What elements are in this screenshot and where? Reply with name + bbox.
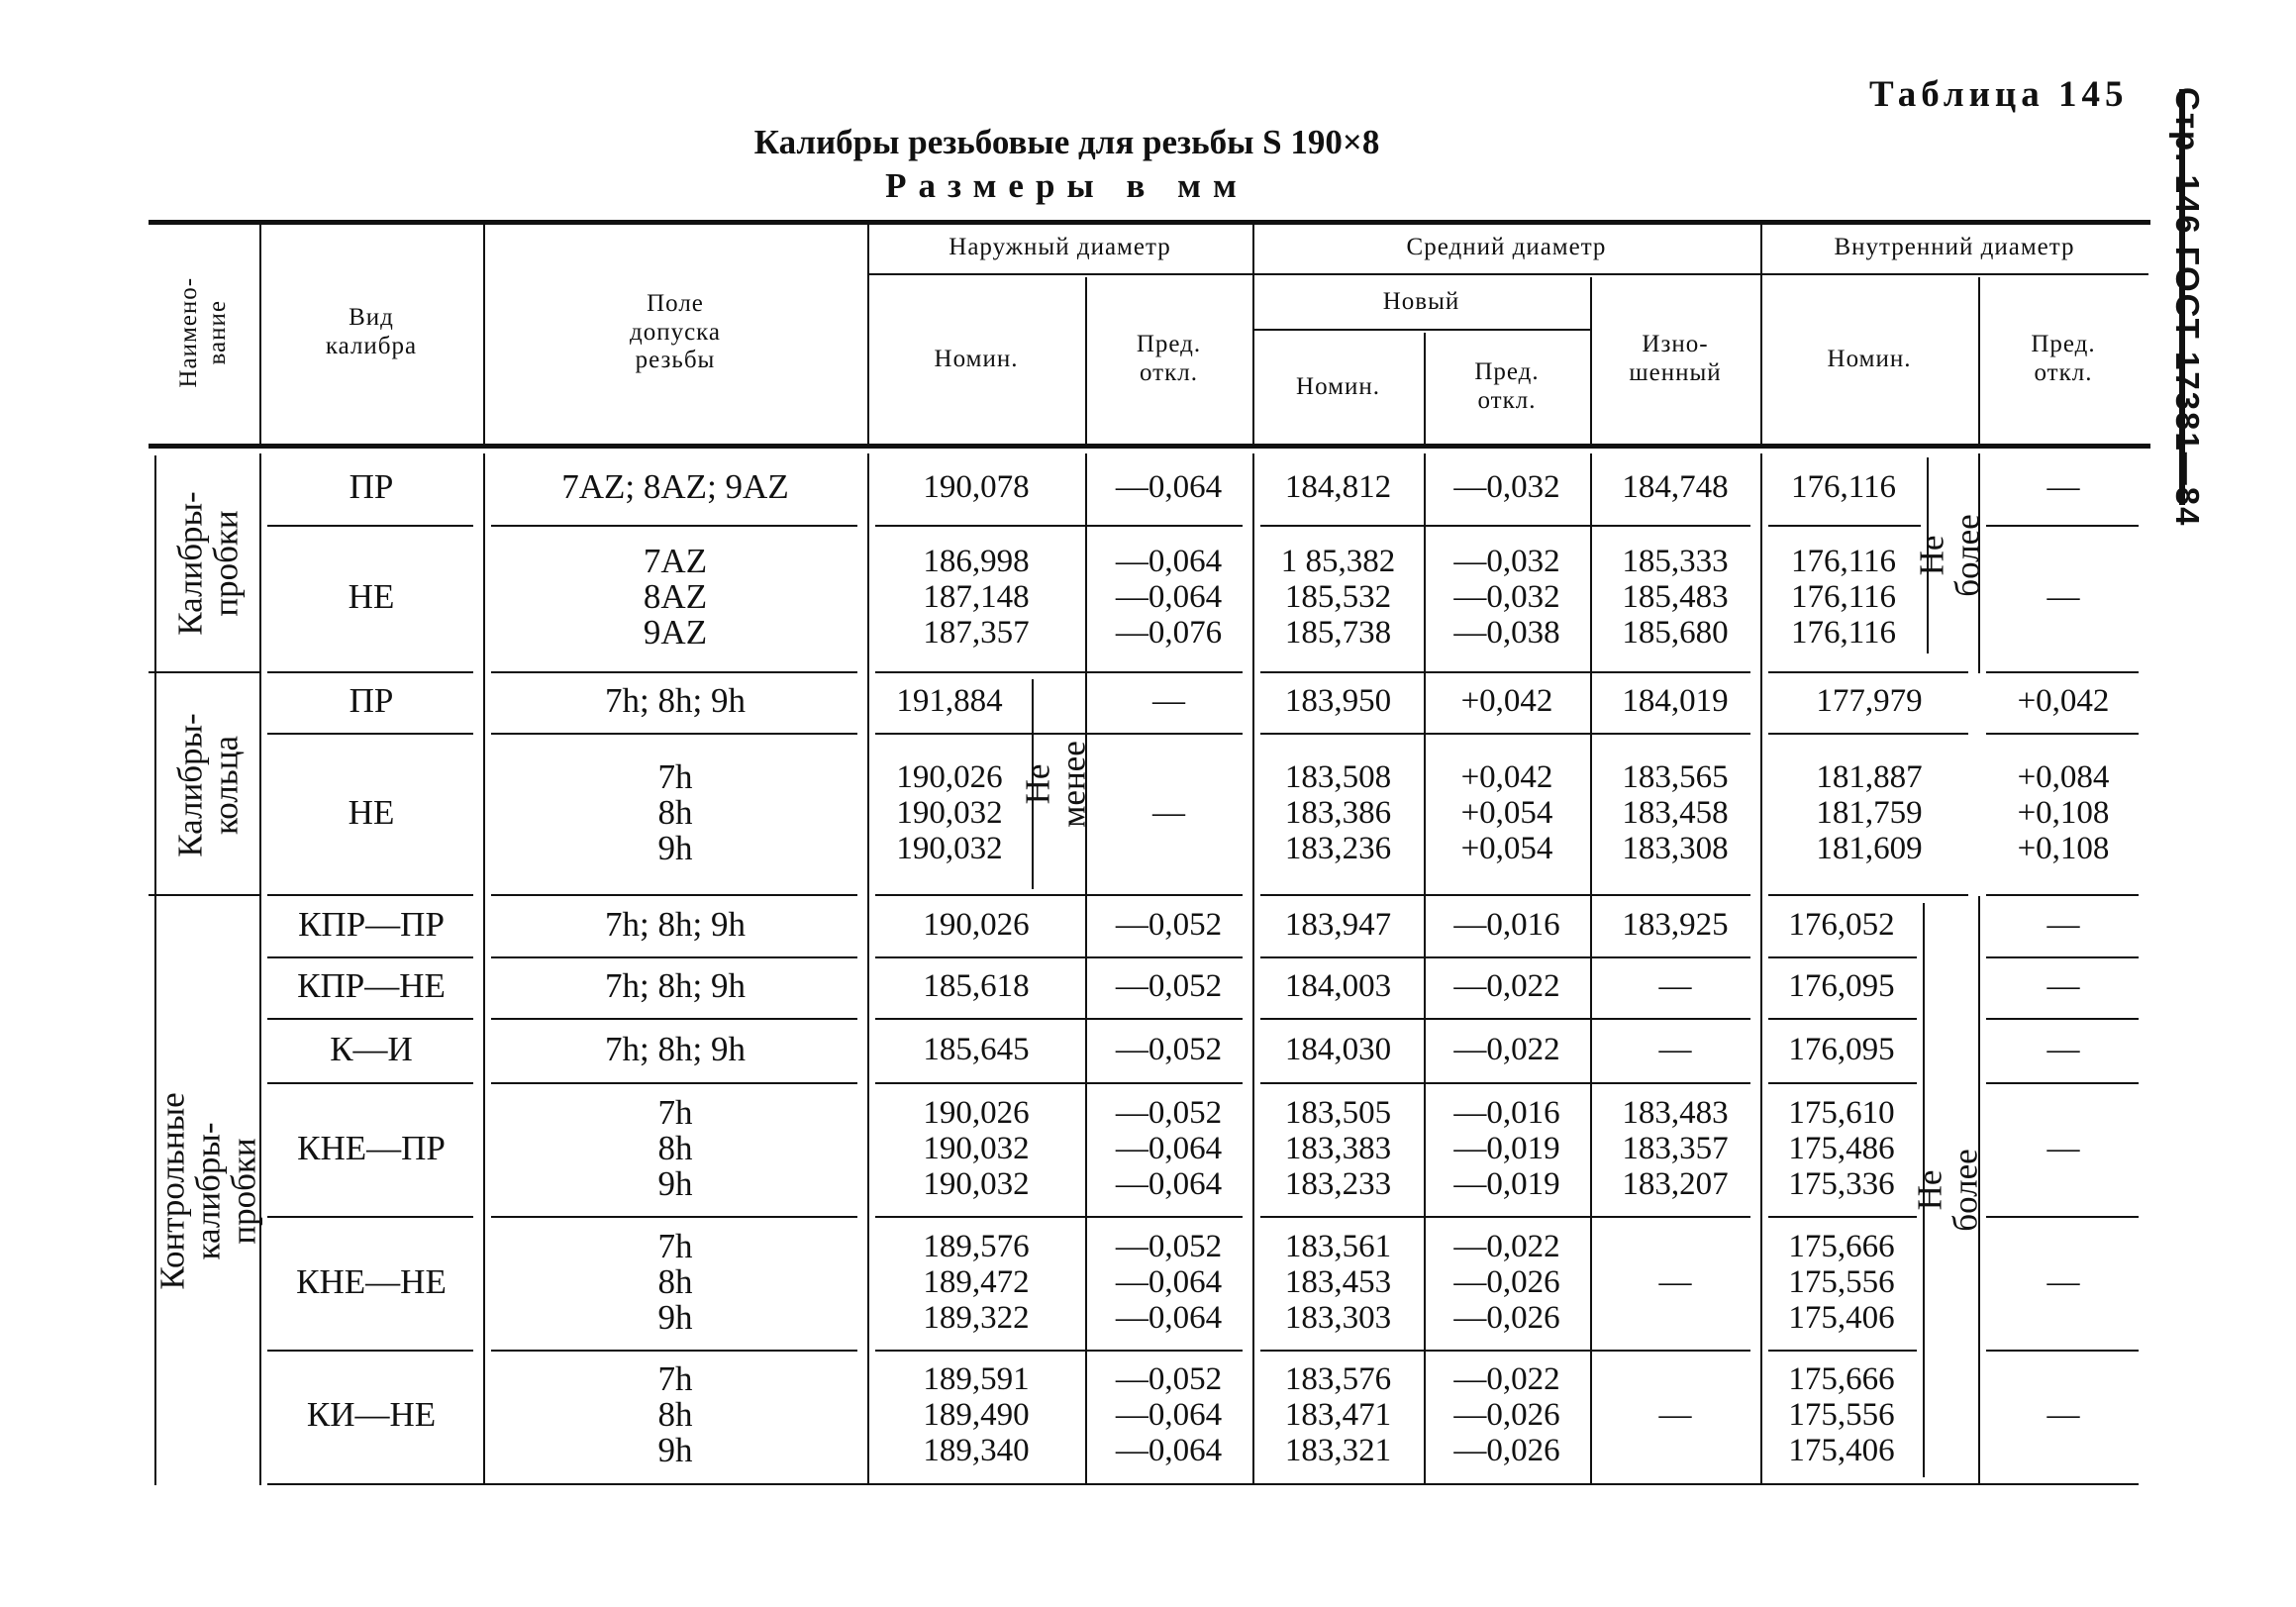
cell-mid-nom-text: 184,003 [1284,968,1392,1004]
note-not-more-control-text: Не более [1911,1149,1986,1232]
cell-type-text: НЕ [348,577,395,616]
cell-type-text: КНЕ—НЕ [296,1261,447,1301]
cell-outer-dev [1085,1352,1252,1477]
cell-field-text: 7h; 8h; 9h [605,904,746,944]
header-tolerance-field-text: Поле допуска резьбы [629,289,722,374]
cell-worn-text: 183,925 [1622,906,1729,943]
cell-outer-dev-text: —0,064 [1115,469,1223,505]
cell-worn-text: 183,565 183,458 183,308 [1622,758,1729,866]
cell-outer-nom-text: 189,576 189,472 189,322 [923,1228,1030,1336]
cell-mid-dev [1424,527,1590,667]
cell-type [259,1020,483,1078]
cell-worn-text: — [1658,1396,1692,1433]
cell-mid-dev-text: —0,032 —0,032 —0,038 [1453,544,1560,651]
cell-mid-dev-text: —0,016 [1453,906,1560,943]
group-plug-gauges [158,457,259,669]
cell-mid-nom-text: 183,950 [1284,683,1392,719]
cell-worn-text: 184,748 [1622,469,1729,505]
cell-worn [1590,1084,1760,1212]
note-not-less-ring [1019,679,1094,889]
cell-field-text: 7AZ 8AZ 9AZ [643,542,708,652]
group-plug-gauges-text: Калибры- пробки [171,491,246,636]
cell-inner-dev-text: — [2046,579,2080,615]
cell-type-text: КНЕ—ПР [297,1128,446,1167]
cell-mid-nom [1252,1352,1424,1477]
note-not-more-control [1911,903,1986,1477]
cell-mid-nom-text: 183,508 183,386 183,236 [1284,758,1392,866]
table-label: Таблица 145 [1869,74,2129,115]
cell-outer-dev [1085,673,1252,729]
header-gauge-type [259,224,483,442]
cell-type [259,1218,483,1346]
header-inner-deviation [1978,277,2148,442]
cell-worn-text: 185,333 185,483 185,680 [1622,544,1729,651]
cell-worn [1590,527,1760,667]
cell-outer-dev [1085,1218,1252,1346]
cell-field [483,527,867,667]
cell-type-text: КИ—НЕ [306,1394,437,1434]
header-outer-diameter-text: Наружный диаметр [948,233,1171,260]
header-pitch-diameter [1252,224,1760,271]
cell-worn [1590,735,1760,890]
cell-inner-dev-text: — [2046,1263,2080,1300]
header-name [149,224,259,442]
cell-type [259,896,483,953]
cell-outer-dev-text: —0,052 [1115,1031,1223,1067]
cell-outer-dev [1085,1020,1252,1078]
cell-mid-nom [1252,1218,1424,1346]
cell-outer-dev-text: —0,052 [1115,906,1223,943]
header-inner-diameter [1760,224,2148,271]
cell-mid-dev-text: —0,032 [1453,469,1560,505]
cell-inner-dev [1978,1084,2148,1212]
cell-outer-nom-text: 190,078 [923,469,1030,505]
header-mid-deviation-text: Пред. откл. [1474,358,1540,414]
cell-inner-nom [1760,958,1923,1014]
cell-worn-text: — [1658,1263,1692,1300]
header-outer-deviation-text: Пред. откл. [1136,331,1202,386]
cell-inner-dev-text: +0,084 +0,108 +0,108 [2017,758,2110,866]
header-mid-deviation [1424,333,1590,442]
cell-mid-dev-text: —0,016 —0,019 —0,019 [1453,1094,1560,1202]
cell-outer-dev-text: —0,064 —0,064 —0,076 [1115,544,1223,651]
cell-field-text: 7h; 8h; 9h [605,681,746,720]
cell-mid-nom [1252,673,1424,729]
cell-inner-dev-text: — [2046,968,2080,1004]
cell-inner-dev [1978,1020,2148,1078]
cell-inner-nom-text: 176,116 176,116 176,116 [1790,544,1897,651]
cell-mid-nom [1252,453,1424,521]
cell-outer-nom-text: 191,884 [896,683,1003,719]
cell-outer-dev-text: —0,052 —0,064 —0,064 [1115,1360,1223,1468]
header-outer-diameter [867,224,1252,271]
cell-mid-dev [1424,896,1590,953]
cell-worn-text: 184,019 [1622,683,1729,719]
header-tolerance-field [483,224,867,442]
cell-mid-dev [1424,958,1590,1014]
cell-mid-dev [1424,1352,1590,1477]
cell-inner-nom-text: 181,887 181,759 181,609 [1816,758,1923,866]
cell-type-text: НЕ [348,792,395,832]
cell-type [259,1352,483,1477]
cell-inner-dev [1978,453,2148,521]
cell-inner-nom-text: 175,610 175,486 175,336 [1788,1094,1895,1202]
cell-type-text: К—И [330,1029,413,1068]
cell-inner-nom [1760,896,1923,953]
cell-outer-nom-text: 186,998 187,148 187,357 [923,544,1030,651]
note-not-less-ring-text: Не менее [1019,741,1094,828]
cell-inner-dev-text: — [2046,1031,2080,1067]
cell-inner-nom-text: 176,095 [1788,1031,1895,1067]
cell-mid-dev-text: +0,042 +0,054 +0,054 [1460,758,1553,866]
cell-field-text: 7h 8h 9h [657,1226,693,1337]
cell-worn [1590,896,1760,953]
cell-outer-nom-text: 185,645 [923,1031,1030,1067]
cell-type-text: КПР—НЕ [297,966,446,1005]
header-inner-deviation-text: Пред. откл. [2031,331,2096,386]
cell-field [483,673,867,729]
cell-outer-dev-text: —0,052 [1115,968,1223,1004]
table-units: Размеры в мм [885,166,1248,205]
cell-field [483,1084,867,1212]
cell-inner-nom [1760,453,1927,521]
cell-inner-nom-text: 175,666 175,556 175,406 [1788,1228,1895,1336]
cell-inner-nom [1760,735,1978,890]
cell-worn [1590,1020,1760,1078]
cell-outer-dev [1085,735,1252,890]
header-inner-nominal [1760,277,1978,442]
cell-outer-nom [867,1218,1085,1346]
cell-inner-nom-text: 175,666 175,556 175,406 [1788,1360,1895,1468]
cell-outer-dev-text: —0,052 —0,064 —0,064 [1115,1094,1223,1202]
cell-mid-dev [1424,1218,1590,1346]
cell-inner-dev [1978,896,2148,953]
header-new [1252,277,1590,327]
cell-outer-nom-text: 189,591 189,490 189,340 [923,1360,1030,1468]
cell-outer-nom [867,453,1085,521]
group-line [154,455,156,1485]
cell-worn [1590,1218,1760,1346]
cell-outer-dev-text: — [1152,683,1185,719]
cell-worn [1590,1352,1760,1477]
cell-outer-dev [1085,527,1252,667]
cell-mid-dev [1424,673,1590,729]
side-reference: Стр. 146 ГОСТ 17381—84 [2169,87,2206,528]
cell-outer-nom-text: 190,026 [923,906,1030,943]
cell-inner-nom [1760,1218,1923,1346]
header-new-text: Новый [1382,287,1460,315]
cell-field [483,1218,867,1346]
cell-mid-nom [1252,527,1424,667]
cell-worn [1590,453,1760,521]
cell-outer-nom-text: 185,618 [923,968,1030,1004]
cell-field-text: 7h 8h 9h [657,756,693,867]
cell-inner-nom-text: 176,116 [1790,469,1897,505]
cell-inner-dev-text: +0,042 [2017,683,2110,719]
cell-type-text: ПР [349,681,394,720]
cell-inner-nom [1760,1084,1923,1212]
cell-outer-dev [1085,453,1252,521]
header-outer-deviation [1085,277,1252,442]
header-outer-nominal [867,277,1085,442]
cell-inner-dev [1978,735,2148,890]
cell-mid-nom-text: 183,576 183,471 183,321 [1284,1360,1392,1468]
cell-mid-nom [1252,1084,1424,1212]
cell-outer-nom [867,1352,1085,1477]
cell-inner-dev-text: — [2046,469,2080,505]
cell-mid-nom-text: 183,947 [1284,906,1392,943]
header-gauge-type-text: Вид калибра [325,304,418,359]
cell-field-text: 7h 8h 9h [657,1092,693,1203]
cell-type [259,1084,483,1212]
cell-field [483,735,867,890]
cell-inner-dev [1978,673,2148,729]
header-inner-diameter-text: Внутренний диаметр [1834,233,2075,260]
group-control-plug-gauges-text: Контрольные калибры-пробки [153,1092,263,1290]
header-worn-text: Изно- шенный [1629,331,1722,386]
header-inner-nominal-text: Номин. [1827,345,1912,372]
note-not-more-plug-text: Не более [1913,514,1988,597]
cell-mid-dev-text: +0,042 [1460,683,1553,719]
cell-worn-text: — [1658,968,1692,1004]
cell-inner-nom-text: 177,979 [1816,683,1923,719]
cell-outer-nom [867,958,1085,1014]
header-mid-nominal-text: Номин. [1296,372,1380,400]
header-mid-nominal [1252,333,1424,442]
cell-field [483,1020,867,1078]
cell-field [483,1352,867,1477]
cell-outer-nom [867,527,1085,667]
cell-mid-dev [1424,1020,1590,1078]
cell-inner-nom-text: 176,095 [1788,968,1895,1004]
cell-mid-nom-text: 1 85,382 185,532 185,738 [1280,544,1396,651]
cell-outer-dev-text: —0,052 —0,064 —0,064 [1115,1228,1223,1336]
cell-field [483,453,867,521]
note-not-more-plug [1913,457,1988,653]
table-bottom-edge [267,1483,2139,1485]
cell-inner-dev-text: — [2046,1130,2080,1166]
cell-field-text: 7h; 8h; 9h [605,966,746,1005]
cell-field-text: 7h; 8h; 9h [605,1029,746,1068]
cell-mid-dev-text: —0,022 [1453,968,1560,1004]
cell-mid-dev-text: —0,022 —0,026 —0,026 [1453,1228,1560,1336]
group-ring-gauges-text: Калибры- кольца [171,713,246,857]
cell-inner-dev-text: — [2046,1396,2080,1433]
cell-inner-dev [1978,1352,2148,1477]
cell-inner-dev [1978,1218,2148,1346]
header-group-rule [867,273,2148,275]
cell-outer-dev [1085,1084,1252,1212]
cell-mid-nom-text: 183,561 183,453 183,303 [1284,1228,1392,1336]
header-worn [1590,277,1760,442]
group-rule [149,894,259,896]
cell-type [259,453,483,521]
header-name-text: Наимено- вание [175,277,231,388]
cell-mid-dev-text: —0,022 —0,026 —0,026 [1453,1360,1560,1468]
cell-worn-text: 183,483 183,357 183,207 [1622,1094,1729,1202]
cell-mid-nom [1252,735,1424,890]
cell-inner-nom [1760,1020,1923,1078]
cell-outer-nom-text: 190,026 190,032 190,032 [923,1094,1030,1202]
cell-worn [1590,673,1760,729]
cell-mid-nom-text: 184,812 [1284,469,1392,505]
cell-inner-nom [1760,527,1927,667]
cell-type [259,673,483,729]
cell-field [483,896,867,953]
group-ring-gauges [158,679,259,891]
header-pitch-diameter-text: Средний диаметр [1406,233,1607,260]
table-title: Калибры резьбовые для резьбы S 190×8 [753,123,1380,161]
cell-outer-nom [867,1020,1085,1078]
header-outer-nominal-text: Номин. [934,345,1019,372]
cell-mid-dev [1424,1084,1590,1212]
cell-worn-text: — [1658,1031,1692,1067]
group-rule [149,671,259,673]
group-control-plug-gauges [153,901,263,1481]
cell-mid-nom [1252,1020,1424,1078]
cell-outer-nom [867,1084,1085,1212]
cell-type [259,527,483,667]
cell-outer-nom [867,735,1032,890]
cell-outer-dev-text: — [1152,794,1185,831]
cell-mid-dev-text: —0,022 [1453,1031,1560,1067]
cell-inner-nom-text: 176,052 [1788,906,1895,943]
cell-mid-dev [1424,735,1590,890]
cell-worn [1590,958,1760,1014]
cell-inner-dev-text: — [2046,906,2080,943]
cell-field-text: 7AZ; 8AZ; 9AZ [561,467,789,506]
cell-inner-nom [1760,673,1978,729]
cell-outer-dev [1085,896,1252,953]
cell-outer-nom [867,896,1085,953]
cell-mid-nom [1252,896,1424,953]
cell-mid-nom-text: 184,030 [1284,1031,1392,1067]
cell-outer-nom-text: 190,026 190,032 190,032 [896,758,1003,866]
cell-mid-nom-text: 183,505 183,383 183,233 [1284,1094,1392,1202]
cell-type-text: КПР—ПР [298,904,445,944]
cell-outer-nom [867,673,1032,729]
cell-field-text: 7h 8h 9h [657,1358,693,1469]
cell-inner-dev [1978,527,2148,667]
cell-field [483,958,867,1014]
cell-mid-nom [1252,958,1424,1014]
cell-type [259,958,483,1014]
header-new-rule [1252,329,1590,331]
cell-type-text: ПР [349,467,394,506]
cell-outer-dev [1085,958,1252,1014]
cell-type [259,735,483,890]
cell-inner-dev [1978,958,2148,1014]
cell-inner-nom [1760,1352,1923,1477]
header-bottom-rule [149,444,2150,449]
cell-mid-dev [1424,453,1590,521]
